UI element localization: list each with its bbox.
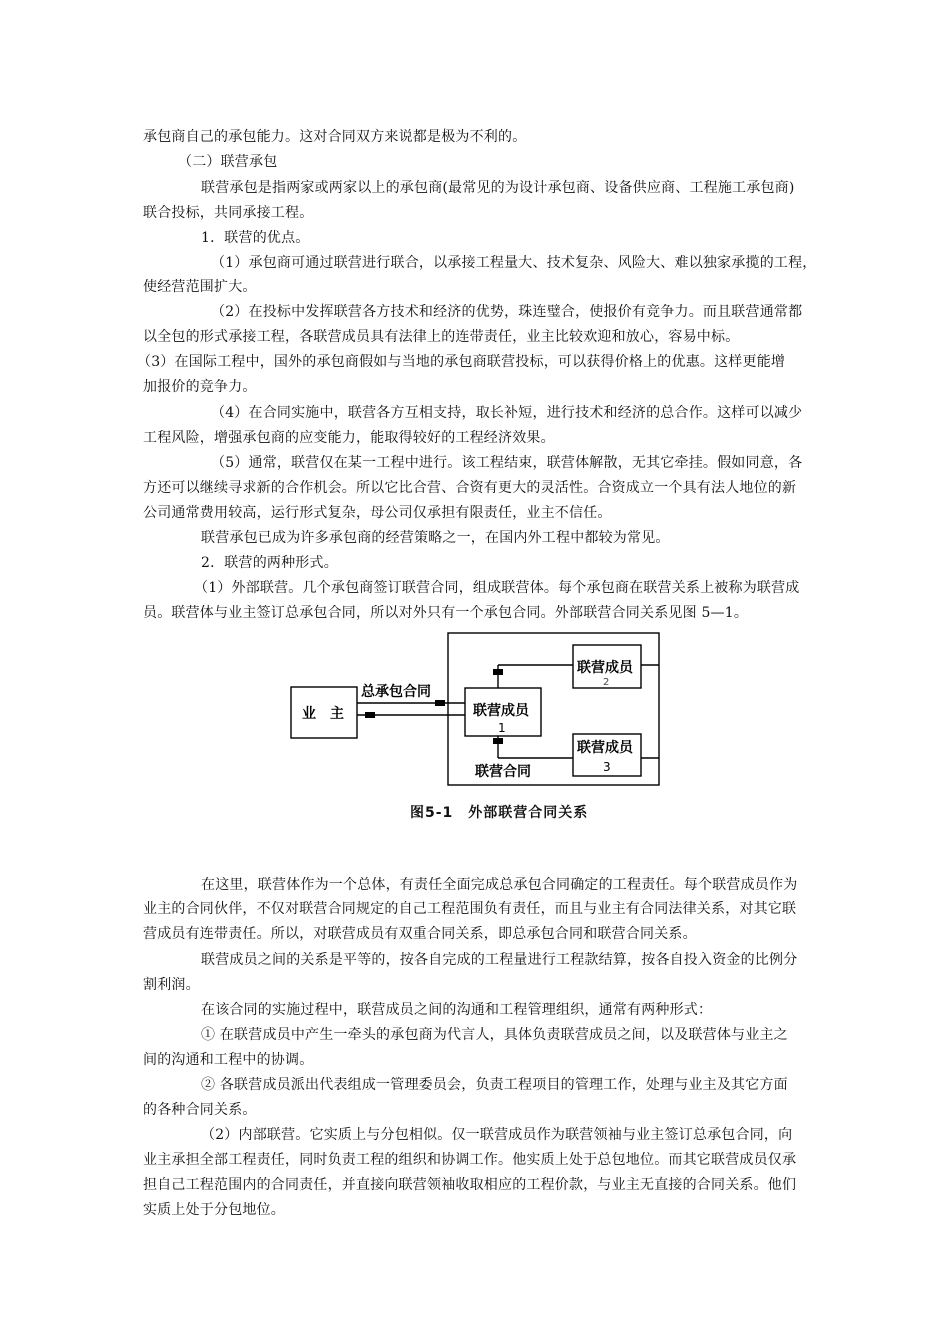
text-line: 员。联营体与业主签订总承包合同，所以对外只有一个承包合同。外部联营合同关系见图 5—1。: [143, 605, 749, 621]
text-line: （2）在投标中发挥联营各方技术和经济的优势，珠连璧合，使报价有竞争力。而且联营通常都: [211, 304, 803, 320]
text-line: 联合投标，共同承接工程。: [143, 205, 314, 221]
member2-label: 联营成员: [577, 660, 633, 676]
member3-number: 3: [603, 760, 611, 774]
member1-number: 1: [498, 721, 506, 735]
section-heading: （二）联营承包: [178, 154, 278, 170]
member1-label: 联营成员: [473, 703, 529, 719]
text-line: 承包商自己的承包能力。这对合同双方来说都是极为不利的。: [143, 129, 527, 145]
text-line: 方还可以继续寻求新的合作机会。所以它比合营、合资有更大的灵活性。合资成立一个具有法人地位的新: [143, 480, 797, 496]
text-line: 工程风险，增强承包商的应变能力，能取得较好的工程经济效果。: [143, 430, 555, 446]
text-line: 割利润。: [143, 977, 200, 993]
text-line: 公司通常费用较高，运行形式复杂，母公司仅承担有限责任，业主不信任。: [143, 505, 612, 521]
text-line: 使经营范围扩大。: [143, 279, 257, 295]
text-line: 实质上处于分包地位。: [143, 1202, 285, 1218]
text-line: （3）在国际工程中，国外的承包商假如与当地的承包商联营投标，可以获得价格上的优惠。这样更能增: [137, 354, 786, 370]
text-line: 营成员有连带责任。所以，对联营成员有双重合同关系，即总承包合同和联营合同关系。: [143, 926, 697, 942]
text-line: （4）在合同实施中，联营各方互相支持，取长补短，进行技术和经济的总合作。这样可以减少: [211, 405, 803, 421]
contract-marker: [493, 669, 503, 675]
member3-label: 联营成员: [577, 740, 633, 756]
text-line: 联营承包已成为许多承包商的经营策略之一，在国内外工程中都较为常见。: [201, 530, 670, 546]
text-line: （2）内部联营。它实质上与分包相似。仅一联营成员作为联营领袖与业主签订总承包合同，向: [201, 1127, 793, 1143]
text-line: 业主承担全部工程责任，同时负责工程的组织和协调工作。他实质上处于总包地位。而其它联营成员仅承: [143, 1152, 797, 1168]
figure-caption: 图5-1 外部联营合同关系: [410, 805, 589, 821]
text-line: （1）外部联营。几个承包商签订联营合同，组成联营体。每个承包商在联营关系上被称为联营成: [194, 580, 800, 596]
text-line: 加报价的竞争力。: [143, 379, 257, 395]
text-line: 间的沟通和工程中的协调。: [143, 1052, 314, 1068]
text-line: 在这里，联营体作为一个总体，有责任全面完成总承包合同确定的工程责任。每个联营成员作为: [201, 877, 798, 893]
text-line: 担自己工程范围内的合同责任，并直接向联营领袖收取相应的工程价款，与业主无直接的合同关系。他们: [143, 1177, 797, 1193]
contract-marker: [493, 738, 503, 744]
text-line: 的各种合同关系。: [143, 1102, 257, 1118]
contract-relationship-diagram: [285, 630, 665, 790]
text-line: ① 在联营成员中产生一牵头的承包商为代言人，具体负责联营成员之间，以及联营体与业主之: [201, 1027, 788, 1043]
subheading: 1．联营的优点。: [201, 230, 310, 246]
general-contract-label: 总承包合同: [361, 684, 431, 700]
member2-number: 2: [603, 677, 610, 688]
subheading: 2．联营的两种形式。: [201, 555, 338, 571]
contract-marker: [435, 700, 445, 706]
text-line: ② 各联营成员派出代表组成一管理委员会，负责工程项目的管理工作，处理与业主及其它方面: [201, 1077, 788, 1093]
text-line: 以全包的形式承接工程，各联营成员具有法律上的连带责任，业主比较欢迎和放心，容易中标。: [143, 329, 740, 345]
text-line: （5）通常，联营仅在某一工程中进行。该工程结束，联营体解散，无其它牵挂。假如同意，各: [211, 455, 803, 471]
diagram-svg: [285, 630, 665, 790]
text-line: 业主的合同伙伴，不仅对联营合同规定的自己工程范围负有责任，而且与业主有合同法律关系，对其它联: [143, 901, 797, 917]
contract-marker: [365, 712, 375, 718]
joint-contract-label: 联营合同: [475, 764, 531, 780]
text-line: 联营成员之间的关系是平等的，按各自完成的工程量进行工程款结算，按各自投入资金的比例分: [201, 952, 798, 968]
text-line: 联营承包是指两家或两家以上的承包商(最常见的为设计承包商、设备供应商、工程施工承包商): [201, 180, 795, 196]
text-line: （1）承包商可通过联营进行联合，以承接工程量大、技术复杂、风险大、难以独家承揽的工程，: [211, 255, 817, 271]
text-line: 在该合同的实施过程中，联营成员之间的沟通和工程管理组织，通常有两种形式：: [201, 1002, 713, 1018]
owner-label: 业 主: [302, 706, 344, 722]
